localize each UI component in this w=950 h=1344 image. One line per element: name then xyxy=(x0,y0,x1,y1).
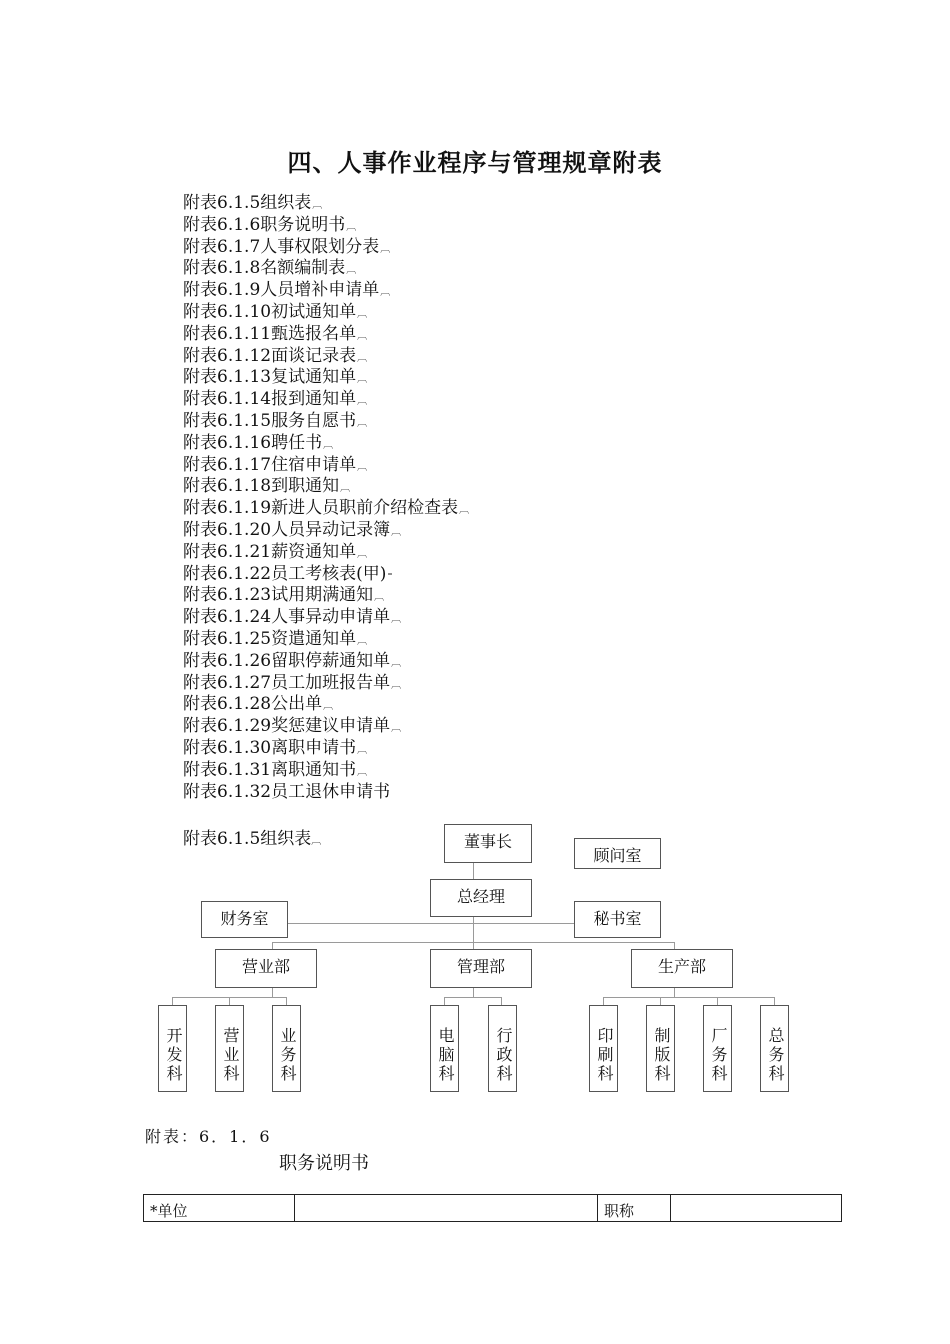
unit-label-cell: *单位 xyxy=(144,1195,295,1222)
list-item: 附表6.1.20人员异动记录簿︹ xyxy=(183,519,402,540)
attachment-list xyxy=(183,193,469,803)
list-item: 附表6.1.23试用期满通知︹ xyxy=(183,585,385,606)
org-box-section: 营业科 xyxy=(215,1005,244,1092)
list-item: 附表6.1.25资遣通知单︹ xyxy=(183,628,368,649)
org-box-production-dept: 生产部 xyxy=(631,949,733,988)
org-box-section: 制版科 xyxy=(646,1005,675,1092)
list-item: 附表6.1.9人员增补申请单︹ xyxy=(183,280,391,301)
list-item: 附表6.1.31离职通知书︹ xyxy=(183,759,368,780)
attachment-label: 附表：6．1．6 xyxy=(145,1127,272,1146)
org-box-advisor: 顾问室 xyxy=(574,838,661,869)
connector-line xyxy=(473,862,474,879)
org-box-section: 厂务科 xyxy=(703,1005,732,1092)
org-chart-caption: 附表6.1.5组织表︹ xyxy=(183,829,322,849)
org-box-section: 业务科 xyxy=(272,1005,301,1092)
list-item: 附表6.1.11甄选报名单︹ xyxy=(183,323,368,344)
list-item: 附表6.1.7人事权限划分表︹ xyxy=(183,236,391,257)
job-description-title: 职务说明书 xyxy=(279,1153,369,1174)
connector-line xyxy=(473,987,474,997)
page-title: 四、人事作业程序与管理规章附表 xyxy=(287,149,663,177)
list-item: 附表6.1.24人事异动申请单︹ xyxy=(183,607,402,628)
list-item: 附表6.1.17住宿申请单︹ xyxy=(183,454,368,475)
list-item: 附表6.1.32员工退休申请书 xyxy=(183,781,391,802)
unit-value-cell[interactable] xyxy=(295,1195,598,1222)
connector-line xyxy=(272,987,273,997)
list-item: 附表6.1.14报到通知单︹ xyxy=(183,389,368,410)
list-item: 附表6.1.16聘任书︹ xyxy=(183,432,334,453)
title-value-cell[interactable] xyxy=(671,1195,842,1222)
connector-line xyxy=(603,997,775,998)
list-item: 附表6.1.27员工加班报告单︹ xyxy=(183,672,402,693)
org-box-section: 印刷科 xyxy=(589,1005,618,1092)
connector-line xyxy=(674,987,675,997)
job-description-table xyxy=(143,1194,842,1222)
org-box-chairman: 董事长 xyxy=(444,824,532,863)
connector-line xyxy=(288,923,575,924)
list-item: 附表6.1.12面谈记录表︹ xyxy=(183,345,368,366)
list-item: 附表6.1.18到职通知︹ xyxy=(183,476,351,497)
list-item: 附表6.1.19新进人员职前介绍检查表︹ xyxy=(183,498,470,519)
list-item: 附表6.1.21薪资通知单︹ xyxy=(183,541,368,562)
org-box-section: 行政科 xyxy=(488,1005,517,1092)
list-item: 附表6.1.5组织表︹ xyxy=(183,193,323,213)
list-item: 附表6.1.8名额编制表︹ xyxy=(183,258,357,279)
org-box-section: 开发科 xyxy=(158,1005,187,1092)
org-box-secretary: 秘书室 xyxy=(574,901,661,938)
title-label-cell: 职称 xyxy=(598,1195,671,1222)
list-item: 附表6.1.28公出单︹ xyxy=(183,694,334,715)
list-item: 附表6.1.22员工考核表(甲)⁼ xyxy=(183,563,393,584)
list-item: 附表6.1.26留职停薪通知单︹ xyxy=(183,650,402,671)
list-item: 附表6.1.13复试通知单︹ xyxy=(183,367,368,388)
list-item: 附表6.1.6职务说明书︹ xyxy=(183,214,357,235)
table-row xyxy=(144,1195,842,1222)
org-box-section: 总务科 xyxy=(760,1005,789,1092)
org-box-section: 电脑科 xyxy=(430,1005,459,1092)
list-item: 附表6.1.30离职申请书︹ xyxy=(183,737,368,758)
org-box-gm: 总经理 xyxy=(430,879,532,917)
list-item: 附表6.1.15服务自愿书︹ xyxy=(183,410,368,431)
org-box-admin-dept: 管理部 xyxy=(430,949,532,988)
list-item: 附表6.1.10初试通知单︹ xyxy=(183,301,368,322)
org-box-finance: 财务室 xyxy=(201,901,288,938)
connector-line xyxy=(444,997,502,998)
list-item: 附表6.1.29奖惩建议申请单︹ xyxy=(183,716,402,737)
org-box-sales-dept: 营业部 xyxy=(215,949,317,988)
